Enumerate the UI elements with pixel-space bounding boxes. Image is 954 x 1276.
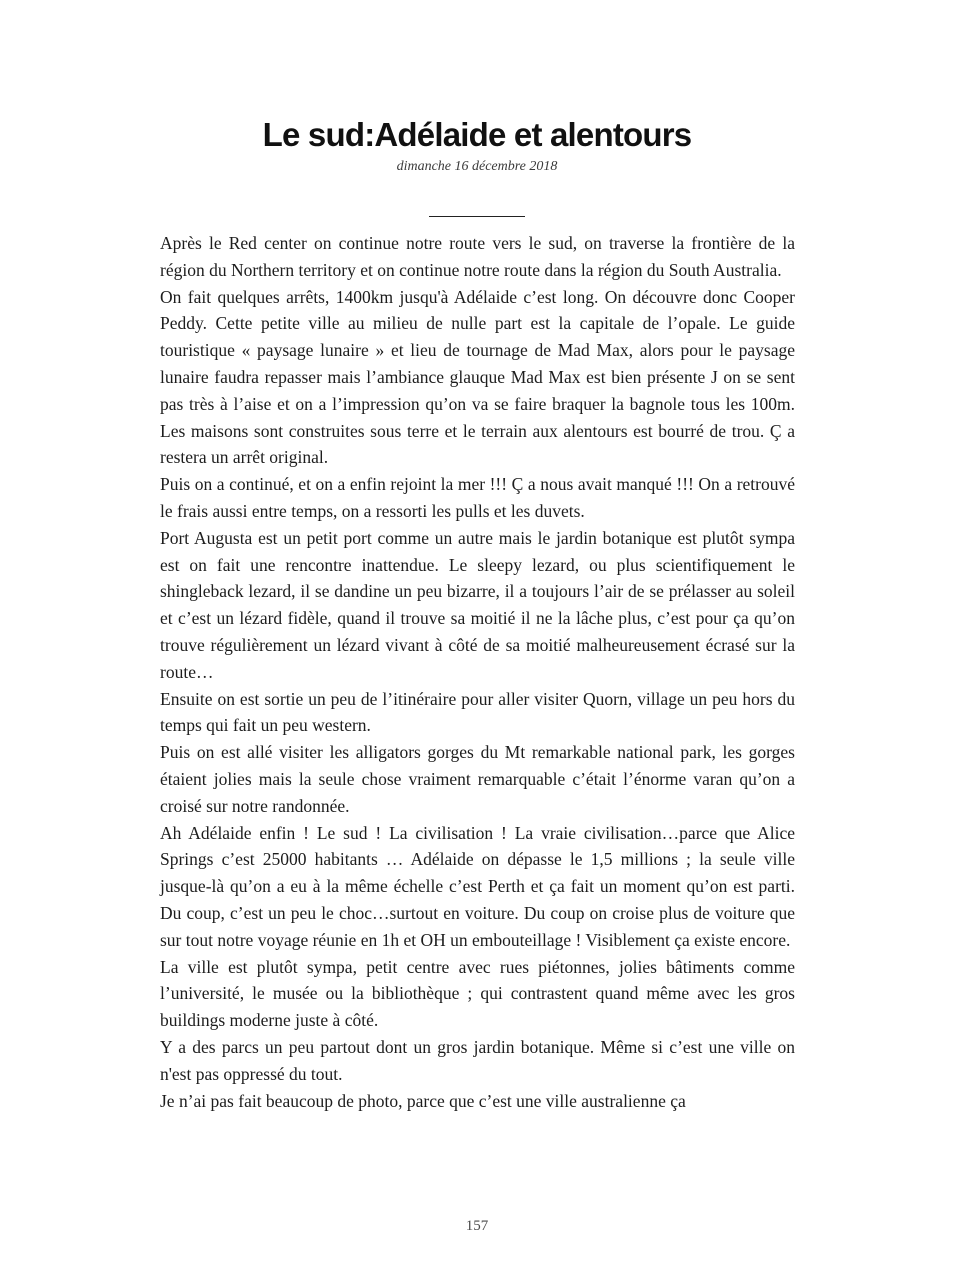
- page-title: Le sud:Adélaide et alentours: [262, 116, 692, 153]
- paragraph: Port Augusta est un petit port comme un autre mais le jardin botanique est plutôt sympa est on fait une rencontre inattendue. Le sleepy lezard, ou plus scientifiquement le shingleback lezard, il se dandine un peu bizarre, il a toujours l’air de se prélasser au soleil et c’est un lézard fidèle, quand il trouve sa moitié il ne la lâche plus, c’est pour ça qu’on trouve régulièrement un lézard vivant à côté de sa moitié malheureusement écrasé sur la route…: [160, 527, 795, 682]
- page-number: 157: [465, 1218, 489, 1234]
- paragraph: Ensuite on est sortie un peu de l’itinéraire pour aller visiter Quorn, village un peu hors du temps qui fait un peu western.: [160, 688, 795, 736]
- paragraph: Puis on est allé visiter les alligators gorges du Mt remarkable national park, les gorges étaient jolies mais la seule chose vraiment remarquable c’était l’énorme varan qu’on a croisé sur notre randonnée.: [160, 742, 795, 816]
- paragraph: La ville est plutôt sympa, petit centre avec rues piétonnes, jolies bâtiments comme l’université, le musée ou la bibliothèque ; qui contrastent quand même avec les gros buildings moderne juste à côté.: [160, 956, 795, 1031]
- paragraph: Y a des parcs un peu partout dont un gros jardin botanique. Même si c’est une ville on n'est pas oppressé du tout.: [160, 1036, 795, 1084]
- paragraph: Puis on a continué, et on a enfin rejoint la mer !!! Ç a nous avait manqué !!! On a retrouvé le frais aussi entre temps, on a ressorti les pulls et les duvets.: [160, 474, 795, 521]
- paragraph: Je n’ai pas fait beaucoup de photo, parce que c’est une ville australienne ça: [160, 1090, 686, 1111]
- paragraph: Ah Adélaide enfin ! Le sud ! La civilisation ! La vraie civilisation…parce que Alice Springs c’est 25000 habitants … Adélaide on dépasse le 1,5 millions ; la seule ville jusque-là qu’on a eu à la même échelle c’est Perth et ça fait un moment qu’on est parti. Du coup, c’est un peu le choc…surtout en voiture. Du coup on croise plus de voiture que sur tout notre voyage réunie en 1h et OH un embouteillage ! Visiblement ça existe encore.: [160, 822, 795, 950]
- paragraph: On fait quelques arrêts, 1400km jusqu'à Adélaide c’est long. On découvre donc Cooper Peddy. Cette petite ville au milieu de nulle part est la capitale de l’opale. Le guide touristique « paysage lunaire » et lieu de tournage de Mad Max, alors pour le paysage lunaire faudra repasser mais l’ambiance glauque Mad Max est bien présente J on se sent pas très à l’aise et on a l’impression qu’on va se faire braquer la bagnole tous les 100m. Les maisons sont construites sous terre et le terrain aux alentours est bourré de trou. Ç a restera un arrêt original.: [160, 286, 795, 468]
- paragraph: Après le Red center on continue notre route vers le sud, on traverse la frontière de la région du Northern territory et on continue notre route dans la région du South Australia.: [160, 233, 795, 280]
- article-body: [160, 230, 795, 1114]
- page-date: dimanche 16 décembre 2018: [396, 159, 558, 174]
- separator-rule: [429, 216, 525, 217]
